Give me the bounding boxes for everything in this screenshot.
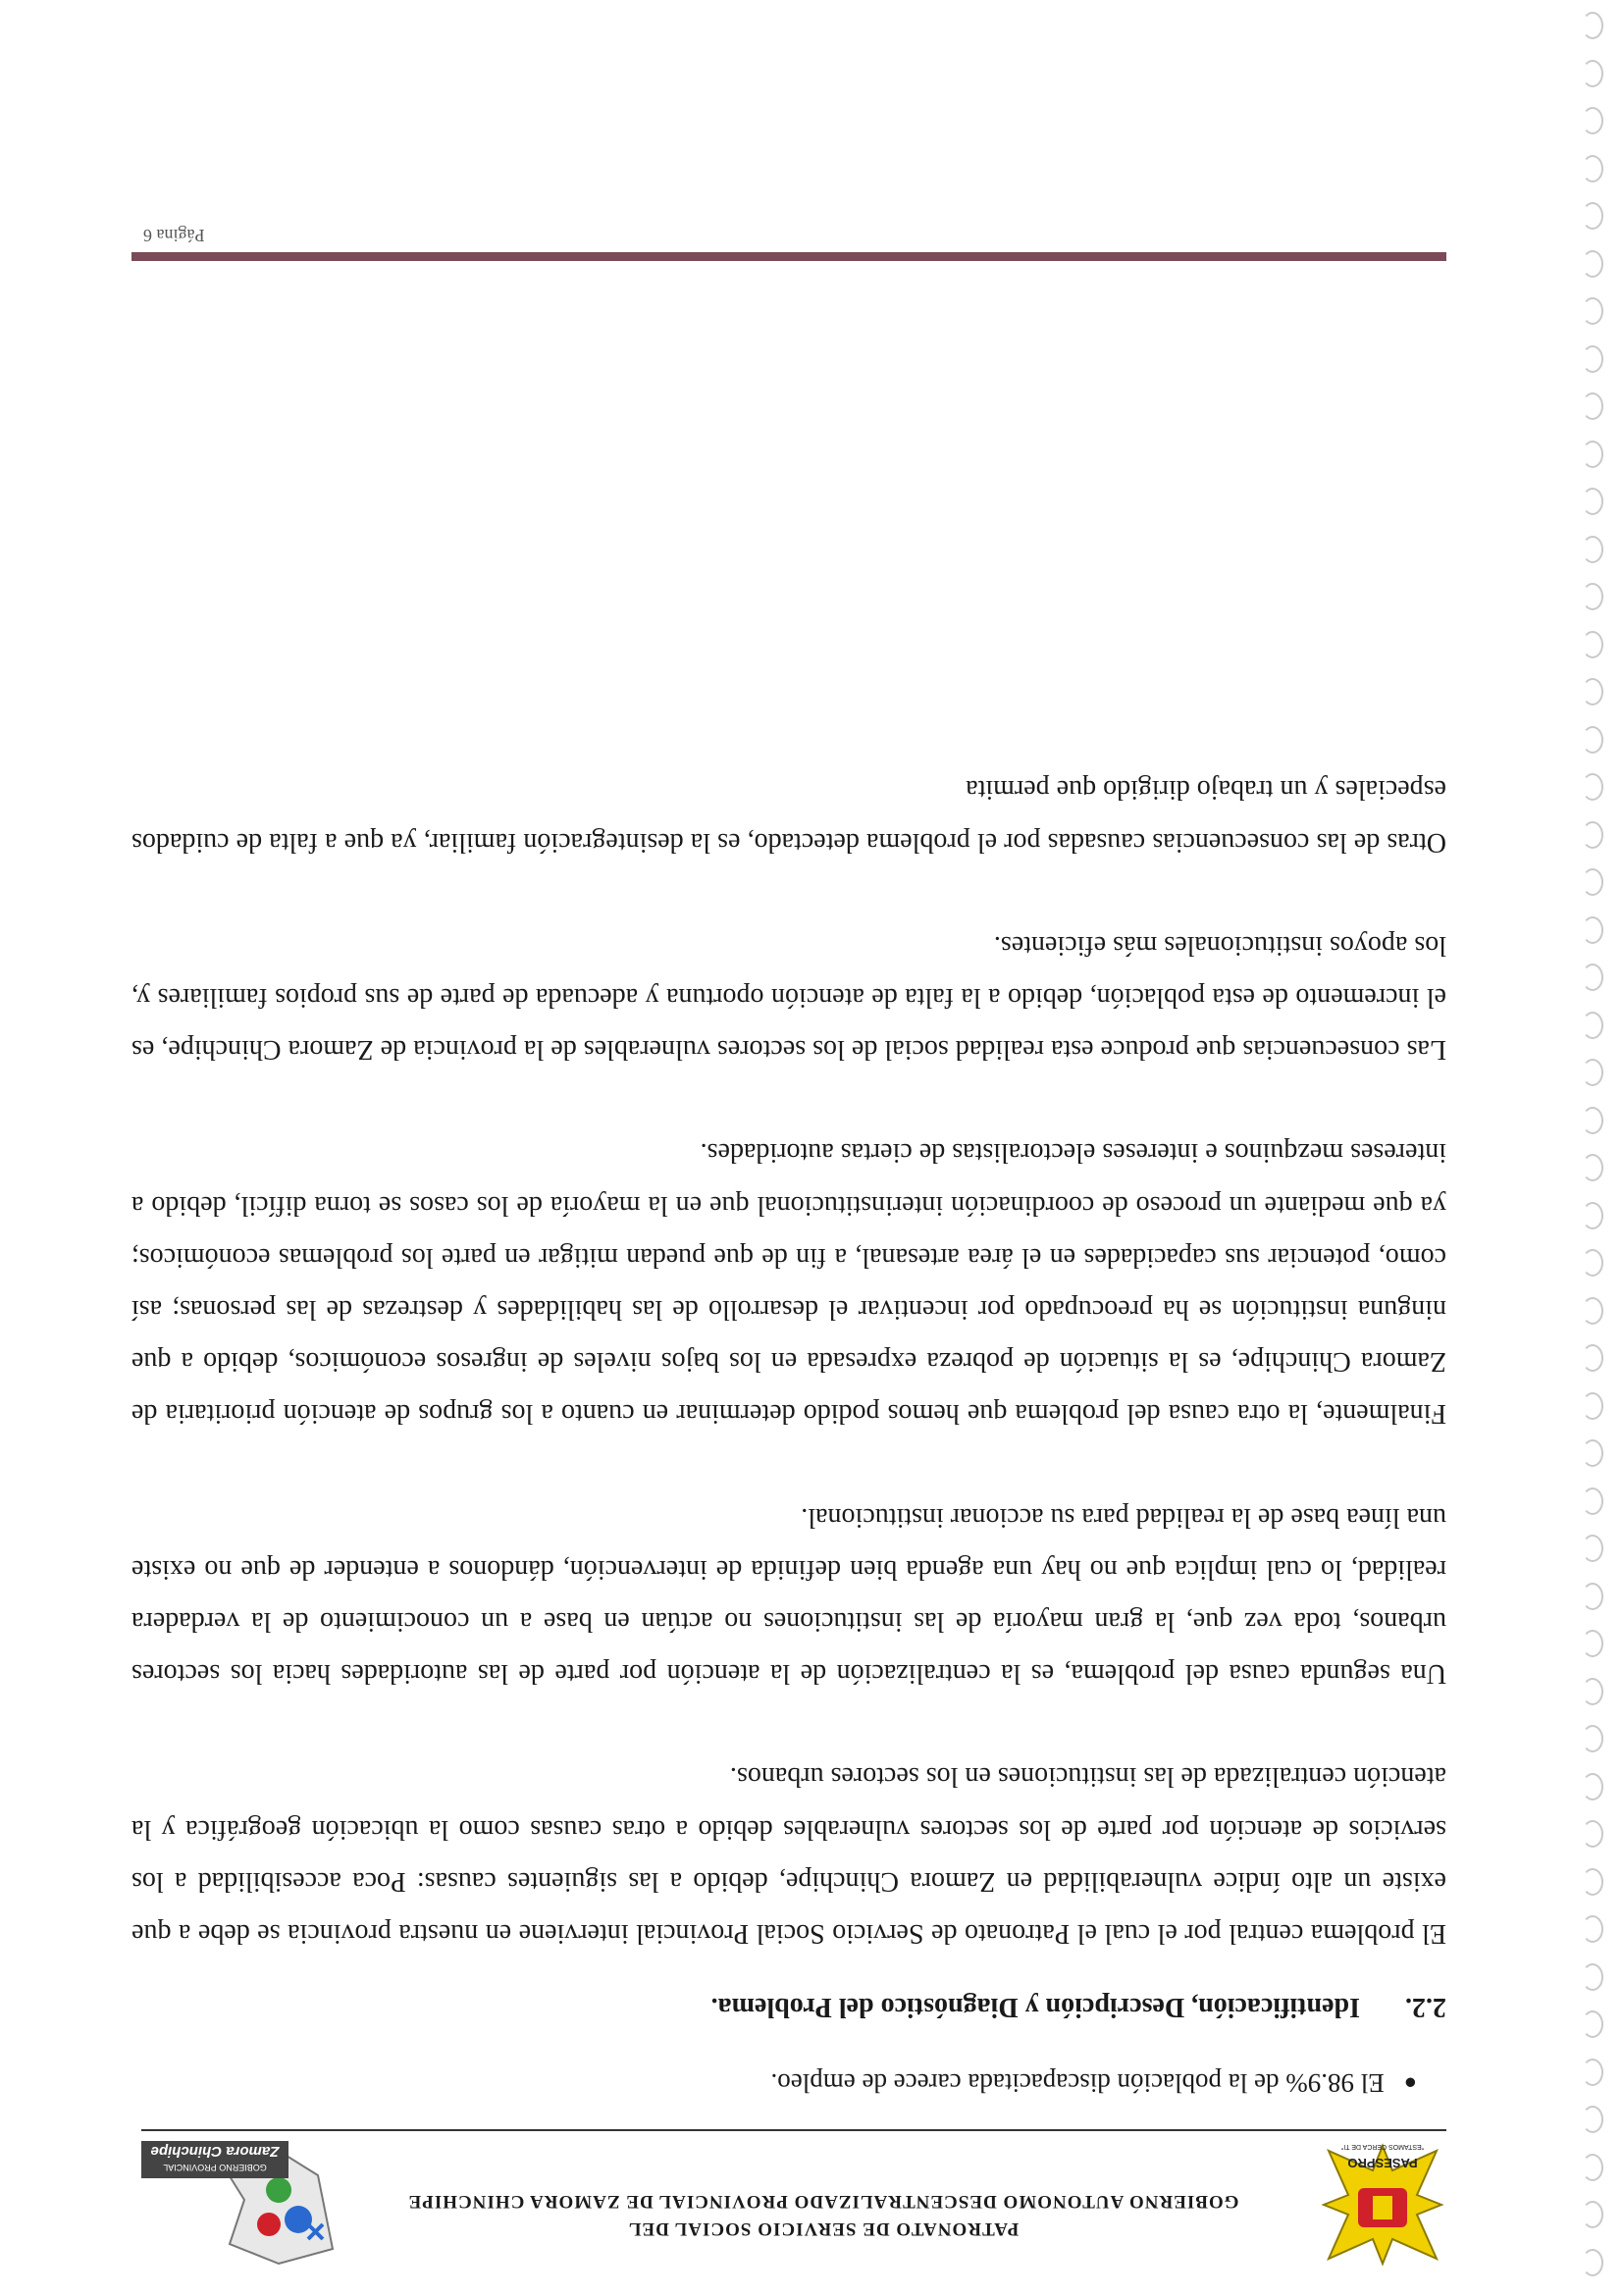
binding-hole <box>1582 60 1603 87</box>
binding-hole <box>1582 2202 1603 2229</box>
binding-hole <box>1582 203 1603 231</box>
binding-hole <box>1582 774 1603 802</box>
binding-hole <box>1582 965 1603 992</box>
binding-hole <box>1582 1868 1603 1896</box>
binding-hole <box>1582 1583 1603 1610</box>
binding-hole <box>1582 1536 1603 1563</box>
binding-hole <box>1582 726 1603 754</box>
binding-hole <box>1582 1250 1603 1278</box>
binding-hole <box>1582 250 1603 278</box>
section-title: Identificación, Descripción y Diagnóstico del Problema. <box>710 1992 1360 2022</box>
binding-hole <box>1582 1060 1603 1087</box>
section-number: 2.2. <box>1405 1992 1446 2022</box>
gobierno-logo-line1: GOBIERNO PROVINCIAL <box>163 2163 267 2172</box>
binding-hole <box>1582 1392 1603 1420</box>
header-titles <box>367 2184 1280 2239</box>
binding-hole <box>1582 1202 1603 1229</box>
paragraph: Las consecuencias que produce esta realidad social de los sectores vulnerables de la provincia de Zamora Chinchipe, es el incremento de esta población, debido a la falta de atención oportuna y adecuada de parte de sus propios familiares y, los apoyos institucionales más eficientes. <box>131 929 1446 1066</box>
page-header <box>141 2131 1446 2269</box>
binding-hole <box>1582 584 1603 611</box>
paragraph: Finalmente, la otra causa del problema que hemos podido determinar en cuanto a los grupos de atención prioritaria de Zamora Chinchipe, es la situación de pobreza expresada en los bajos niveles de ingresos económicos, debido a que ninguna institución se ha preocupado por incentivar el desarrollo de las habilidades y destrezas de las personas; así como, potenciar sus capacidades en el área artesanal, a fin de que puedan mitigar en parte los problemas económicos; ya que mediante un proceso de coordinación interinstitucional que en la mayoría de los casos se torna difícil, debido a intereses mezquinos e intereses electoralistas de ciertas autoridades. <box>131 1137 1446 1430</box>
pasespro-logo-tagline: "ESTAMOS CERCA DE TI" <box>1340 2143 1425 2150</box>
binding-hole <box>1582 345 1603 373</box>
gobierno-provincial-logo <box>141 2141 338 2269</box>
gobierno-logo-line2: Zamora Chinchipe <box>150 2143 280 2160</box>
binding-hole <box>1582 2011 1603 2039</box>
binding-hole <box>1582 1726 1603 1753</box>
binding-hole <box>1582 1631 1603 1658</box>
binding-hole <box>1582 631 1603 658</box>
footer-divider <box>131 252 1446 261</box>
header-divider <box>141 2129 1446 2131</box>
binding-hole <box>1582 393 1603 421</box>
binding-hole <box>1582 1345 1603 1373</box>
main-content <box>131 712 1446 2105</box>
binding-hole <box>1582 536 1603 563</box>
binding-hole <box>1582 821 1603 849</box>
binding-hole <box>1582 2059 1603 2086</box>
binding-hole <box>1582 2154 1603 2181</box>
paragraph: Otras de las consecuencias causadas por el problema detectado, es la desintegración familiar, ya que a falta de cuidados especiales y un trabajo dirigido que permita <box>131 774 1446 858</box>
bullet-icon: ● <box>1403 2071 1417 2096</box>
binding-hole <box>1582 1773 1603 1800</box>
binding-hole <box>1582 869 1603 897</box>
binding-hole <box>1582 916 1603 944</box>
binding-hole <box>1582 1487 1603 1515</box>
binding-hole <box>1582 298 1603 326</box>
binding-hole <box>1582 13 1603 40</box>
binding-hole <box>1582 2107 1603 2134</box>
binding-hole <box>1582 1821 1603 1849</box>
binding-hole <box>1582 1297 1603 1325</box>
spiral-binding <box>1564 0 1623 2296</box>
binding-hole <box>1582 441 1603 468</box>
binding-hole <box>1582 1155 1603 1182</box>
section-heading <box>131 1991 1446 2022</box>
binding-hole <box>1582 489 1603 516</box>
binding-hole <box>1582 1963 1603 1991</box>
binding-hole <box>1582 1012 1603 1039</box>
binding-hole <box>1582 1678 1603 1705</box>
binding-hole <box>1582 1916 1603 1944</box>
pasespro-logo-name: PASESPRO <box>1347 2156 1418 2170</box>
bullet-text: El 98.9% de la población discapacitada carece de empleo. <box>770 2068 1385 2098</box>
binding-hole <box>1582 108 1603 135</box>
binding-hole <box>1582 1440 1603 1468</box>
binding-hole <box>1582 1107 1603 1134</box>
page-number: Página 6 <box>143 226 205 245</box>
bullet-item <box>131 2061 1417 2105</box>
binding-hole <box>1582 155 1603 183</box>
binding-hole <box>1582 2249 1603 2276</box>
paragraph: El problema central por el cual el Patronato de Servicio Social Provincial interviene en nuestra provincia se debe a que existe un alto índice vulnerabilidad en Zamora Chinchipe, debido a las siguientes causas: Poca accesibilidad a los servicios de atención por parte de los sectores vulnerables debido a otras causas como la ubicación geográfica y la atención centralizada de las instituciones en los sectores urbanos. <box>131 1761 1446 1949</box>
header-title-line1: PATRONATO DE SERVICIO SOCIAL DEL <box>627 2218 1020 2239</box>
paragraph: Una segunda causa del problema, es la centralización de la atención por parte de las autoridades hacia los sectores urbanos, toda vez que, la gran mayoría de las instituciones no actúan en base a un conocimiento de la verdadera realidad, lo cual implica que no hay una agenda bien definida de intervención, dándonos a entender de que no existe una línea base de la realidad para su accionar institucional. <box>131 1501 1446 1690</box>
pasespro-logo <box>1319 2141 1446 2269</box>
header-title-line2: GOBIERNO AUTONOMO DESCENTRALIZADO PROVINCIAL DE ZAMORA CHINCHIPE <box>407 2191 1239 2212</box>
binding-hole <box>1582 679 1603 706</box>
